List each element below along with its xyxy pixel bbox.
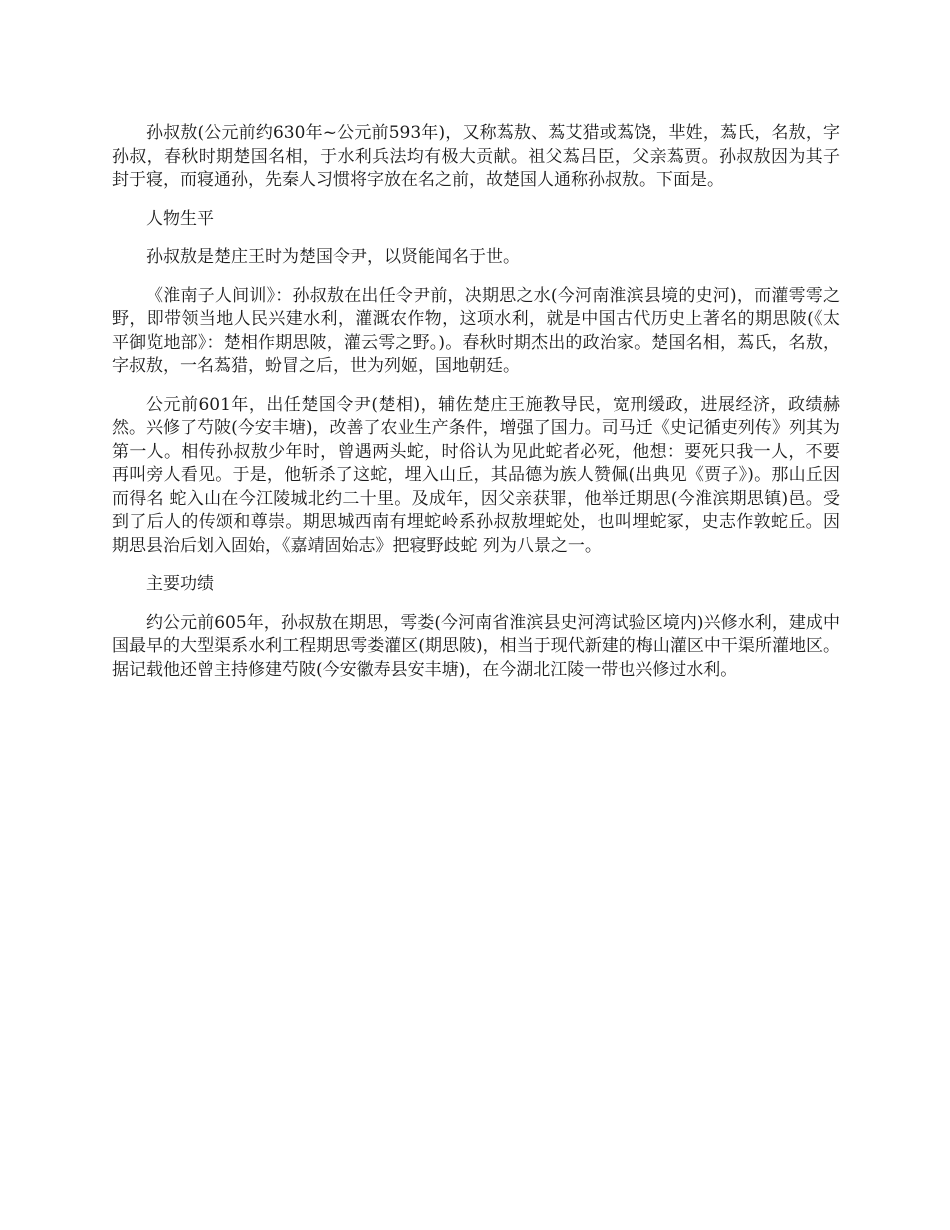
intro-paragraph: 孙叔敖(公元前约630年~公元前593年)，又称蒍敖、蒍艾猎或蒍饶，芈姓，蒍氏，名敖，字孙叔，春秋时期楚国名相，于水利兵法均有极大贡献。祖父蒍吕臣，父亲蒍贾。孙叔敖因为其子封于寝，而寝通孙，先秦人习惯将字放在名之前，故楚国人通称孙叔敖。下面是。 xyxy=(112,123,840,190)
life-paragraph-3: 公元前601年，出任楚国令尹(楚相)，辅佐楚庄王施教导民，宽刑缓政，进展经济，政绩赫然。兴修了芍陂(今安丰塘)，改善了农业生产条件，增强了国力。司马迁《史记循吏列传》列其为第一人。相传孙叔敖少年时，曾遇两头蛇，时俗认为见此蛇者必死，他想：要死只我一人，不要再叫旁人看见。于是，他斩杀了这蛇，埋入山丘，其品德为族人赞佩(出典见《贾子》)。那山丘因而得名 蛇入山在今江陵城北约二十里。及成年，因父亲获罪，他举迁期思(今淮滨期思镇)邑。受到了后人的传颂和尊崇。期思城西南有埋蛇岭系孙叔敖埋蛇处，也叫埋蛇冢，史志作敦蛇丘。因期思县治后划入固始，《嘉靖固始志》把寝野歧蛇 列为八景之一。 xyxy=(112,394,840,556)
section-heading-life: 人物生平 xyxy=(146,208,214,229)
document-body xyxy=(112,122,840,697)
life-paragraph-1: 孙叔敖是楚庄王时为楚国令尹，以贤能闻名于世。 xyxy=(146,247,520,267)
section-heading-achievements: 主要功绩 xyxy=(146,574,214,594)
life-paragraph-2: 《淮南子人间训》：孙叔敖在出任令尹前，决期思之水(今河南淮滨县境的史河)，而灌雩雩之野，即带领当地人民兴建水利，灌溉农作物，这项水利，就是中国古代历史上著名的期思陂(《太平御览地部》：楚相作期思陂，灌云雩之野。)。春秋时期杰出的政治家。楚国名相，蒍氏，名敖，字叔敖，一名蒍猎，蚡冒之后，世为列姬，国地朝廷。 xyxy=(112,285,840,376)
achievements-paragraph: 约公元前605年，孙叔敖在期思，雩娄(今河南省淮滨县史河湾试验区境内)兴修水利，建成中国最早的大型渠系水利工程期思雩娄灌区(期思陂)，相当于现代新建的梅山灌区中干渠所灌地区。据记载他还曾主持修建芍陂(今安徽寿县安丰塘)，在今湖北江陵一带也兴修过水利。 xyxy=(112,612,840,680)
